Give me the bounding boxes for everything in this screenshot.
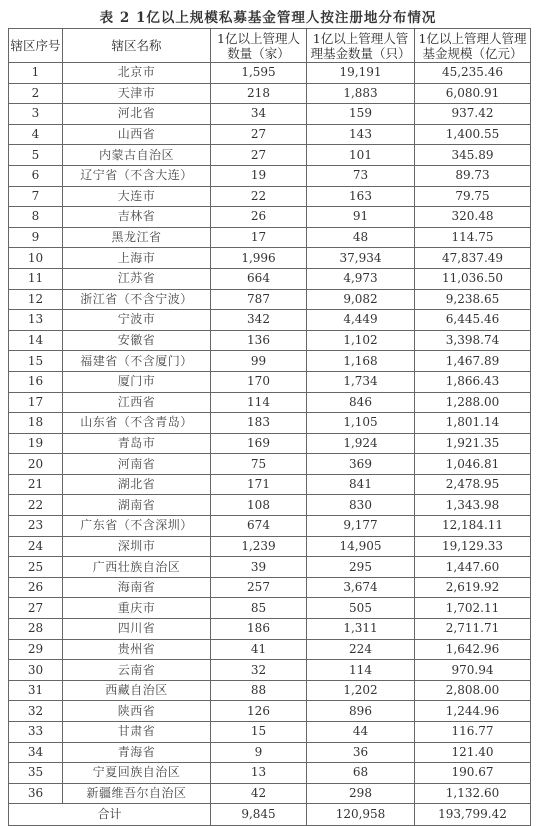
cell-region: 青海省 bbox=[63, 742, 211, 763]
cell-manager-count: 85 bbox=[211, 598, 307, 619]
cell-manager-count: 183 bbox=[211, 413, 307, 434]
cell-seq: 7 bbox=[9, 186, 63, 207]
table-row bbox=[9, 660, 531, 681]
cell-region: 江西省 bbox=[63, 392, 211, 413]
cell-seq: 24 bbox=[9, 536, 63, 557]
cell-fund-scale: 89.73 bbox=[415, 165, 531, 186]
cell-region: 湖北省 bbox=[63, 474, 211, 495]
header-seq: 辖区序号 bbox=[9, 29, 63, 63]
cell-manager-count: 75 bbox=[211, 454, 307, 475]
cell-fund-scale: 1,400.55 bbox=[415, 124, 531, 145]
table-row bbox=[9, 516, 531, 537]
cell-region: 大连市 bbox=[63, 186, 211, 207]
total-funds: 120,958 bbox=[307, 804, 415, 826]
table-row bbox=[9, 289, 531, 310]
cell-seq: 22 bbox=[9, 495, 63, 516]
cell-fund-scale: 1,343.98 bbox=[415, 495, 531, 516]
cell-fund-count: 73 bbox=[307, 165, 415, 186]
cell-region: 海南省 bbox=[63, 577, 211, 598]
cell-fund-scale: 2,808.00 bbox=[415, 680, 531, 701]
cell-fund-scale: 345.89 bbox=[415, 145, 531, 166]
table-row bbox=[9, 577, 531, 598]
cell-manager-count: 15 bbox=[211, 722, 307, 743]
cell-fund-count: 505 bbox=[307, 598, 415, 619]
cell-region: 贵州省 bbox=[63, 639, 211, 660]
cell-fund-scale: 2,619.92 bbox=[415, 577, 531, 598]
table-row bbox=[9, 248, 531, 269]
header-manager-count: 1亿以上管理人数量（家） bbox=[211, 29, 307, 63]
cell-seq: 35 bbox=[9, 763, 63, 784]
cell-seq: 27 bbox=[9, 598, 63, 619]
cell-seq: 3 bbox=[9, 104, 63, 125]
cell-seq: 26 bbox=[9, 577, 63, 598]
cell-manager-count: 108 bbox=[211, 495, 307, 516]
cell-fund-scale: 1,244.96 bbox=[415, 701, 531, 722]
table-row bbox=[9, 124, 531, 145]
cell-manager-count: 34 bbox=[211, 104, 307, 125]
cell-manager-count: 664 bbox=[211, 268, 307, 289]
cell-seq: 30 bbox=[9, 660, 63, 681]
cell-region: 河北省 bbox=[63, 104, 211, 125]
cell-fund-count: 159 bbox=[307, 104, 415, 125]
table-row bbox=[9, 639, 531, 660]
cell-region: 上海市 bbox=[63, 248, 211, 269]
table-row bbox=[9, 701, 531, 722]
cell-seq: 10 bbox=[9, 248, 63, 269]
cell-seq: 16 bbox=[9, 371, 63, 392]
table-row bbox=[9, 145, 531, 166]
cell-fund-scale: 1,866.43 bbox=[415, 371, 531, 392]
cell-manager-count: 1,595 bbox=[211, 63, 307, 84]
cell-fund-scale: 6,445.46 bbox=[415, 310, 531, 331]
cell-fund-count: 3,674 bbox=[307, 577, 415, 598]
table-row bbox=[9, 474, 531, 495]
cell-fund-count: 1,102 bbox=[307, 330, 415, 351]
cell-seq: 9 bbox=[9, 227, 63, 248]
cell-fund-count: 4,449 bbox=[307, 310, 415, 331]
table-row bbox=[9, 104, 531, 125]
cell-manager-count: 42 bbox=[211, 783, 307, 804]
cell-fund-count: 298 bbox=[307, 783, 415, 804]
cell-fund-count: 830 bbox=[307, 495, 415, 516]
cell-fund-scale: 45,235.46 bbox=[415, 63, 531, 84]
cell-fund-scale: 79.75 bbox=[415, 186, 531, 207]
cell-fund-count: 9,082 bbox=[307, 289, 415, 310]
cell-manager-count: 99 bbox=[211, 351, 307, 372]
cell-seq: 11 bbox=[9, 268, 63, 289]
cell-region: 广东省（不含深圳） bbox=[63, 516, 211, 537]
total-scale: 193,799.42 bbox=[415, 804, 531, 826]
cell-fund-scale: 320.48 bbox=[415, 207, 531, 228]
cell-fund-count: 14,905 bbox=[307, 536, 415, 557]
cell-fund-scale: 1,467.89 bbox=[415, 351, 531, 372]
table-title: 表 2 1亿以上规模私募基金管理人按注册地分布情况 bbox=[99, 10, 437, 26]
cell-fund-scale: 6,080.91 bbox=[415, 83, 531, 104]
cell-fund-count: 1,105 bbox=[307, 413, 415, 434]
cell-seq: 20 bbox=[9, 454, 63, 475]
table-row bbox=[9, 680, 531, 701]
cell-fund-scale: 3,398.74 bbox=[415, 330, 531, 351]
header-row bbox=[9, 29, 531, 63]
table-row bbox=[9, 227, 531, 248]
total-label: 合计 bbox=[9, 804, 211, 826]
table-row bbox=[9, 351, 531, 372]
cell-region: 广西壮族自治区 bbox=[63, 557, 211, 578]
cell-fund-scale: 47,837.49 bbox=[415, 248, 531, 269]
cell-region: 河南省 bbox=[63, 454, 211, 475]
cell-manager-count: 126 bbox=[211, 701, 307, 722]
table-row bbox=[9, 619, 531, 640]
cell-fund-scale: 116.77 bbox=[415, 722, 531, 743]
cell-fund-scale: 12,184.11 bbox=[415, 516, 531, 537]
cell-region: 山东省（不含青岛） bbox=[63, 413, 211, 434]
cell-manager-count: 674 bbox=[211, 516, 307, 537]
cell-fund-scale: 1,801.14 bbox=[415, 413, 531, 434]
cell-fund-scale: 2,478.95 bbox=[415, 474, 531, 495]
table-row bbox=[9, 495, 531, 516]
cell-region: 云南省 bbox=[63, 660, 211, 681]
cell-region: 青岛市 bbox=[63, 433, 211, 454]
cell-fund-count: 224 bbox=[307, 639, 415, 660]
cell-manager-count: 1,996 bbox=[211, 248, 307, 269]
cell-manager-count: 169 bbox=[211, 433, 307, 454]
cell-fund-scale: 2,711.71 bbox=[415, 619, 531, 640]
cell-fund-scale: 19,129.33 bbox=[415, 536, 531, 557]
cell-fund-count: 295 bbox=[307, 557, 415, 578]
cell-fund-scale: 1,921.35 bbox=[415, 433, 531, 454]
cell-manager-count: 136 bbox=[211, 330, 307, 351]
cell-seq: 36 bbox=[9, 783, 63, 804]
cell-region: 西藏自治区 bbox=[63, 680, 211, 701]
table-row bbox=[9, 413, 531, 434]
cell-fund-count: 9,177 bbox=[307, 516, 415, 537]
cell-seq: 28 bbox=[9, 619, 63, 640]
table-row bbox=[9, 392, 531, 413]
header-fund-scale: 1亿以上管理人管理基金规模（亿元） bbox=[415, 29, 531, 63]
table-row bbox=[9, 433, 531, 454]
total-row bbox=[9, 804, 531, 826]
table-row bbox=[9, 83, 531, 104]
cell-seq: 25 bbox=[9, 557, 63, 578]
table-body bbox=[9, 63, 531, 804]
cell-fund-count: 4,973 bbox=[307, 268, 415, 289]
cell-seq: 33 bbox=[9, 722, 63, 743]
cell-seq: 15 bbox=[9, 351, 63, 372]
cell-region: 浙江省（不含宁波） bbox=[63, 289, 211, 310]
cell-seq: 12 bbox=[9, 289, 63, 310]
cell-region: 北京市 bbox=[63, 63, 211, 84]
cell-manager-count: 27 bbox=[211, 145, 307, 166]
cell-manager-count: 32 bbox=[211, 660, 307, 681]
cell-seq: 32 bbox=[9, 701, 63, 722]
cell-region: 天津市 bbox=[63, 83, 211, 104]
cell-seq: 29 bbox=[9, 639, 63, 660]
cell-fund-count: 1,734 bbox=[307, 371, 415, 392]
cell-manager-count: 27 bbox=[211, 124, 307, 145]
cell-manager-count: 257 bbox=[211, 577, 307, 598]
cell-region: 福建省（不含厦门） bbox=[63, 351, 211, 372]
table-row bbox=[9, 63, 531, 84]
cell-seq: 19 bbox=[9, 433, 63, 454]
cell-fund-count: 68 bbox=[307, 763, 415, 784]
cell-fund-count: 896 bbox=[307, 701, 415, 722]
cell-region: 陕西省 bbox=[63, 701, 211, 722]
cell-fund-count: 163 bbox=[307, 186, 415, 207]
cell-seq: 5 bbox=[9, 145, 63, 166]
cell-region: 黑龙江省 bbox=[63, 227, 211, 248]
cell-fund-scale: 11,036.50 bbox=[415, 268, 531, 289]
cell-fund-count: 1,311 bbox=[307, 619, 415, 640]
cell-fund-scale: 1,288.00 bbox=[415, 392, 531, 413]
cell-manager-count: 170 bbox=[211, 371, 307, 392]
table-row bbox=[9, 557, 531, 578]
cell-fund-count: 143 bbox=[307, 124, 415, 145]
cell-seq: 13 bbox=[9, 310, 63, 331]
cell-seq: 4 bbox=[9, 124, 63, 145]
table-row bbox=[9, 268, 531, 289]
cell-manager-count: 218 bbox=[211, 83, 307, 104]
cell-fund-scale: 937.42 bbox=[415, 104, 531, 125]
cell-fund-scale: 1,702.11 bbox=[415, 598, 531, 619]
cell-region: 山西省 bbox=[63, 124, 211, 145]
header-fund-count: 1亿以上管理人管理基金数量（只） bbox=[307, 29, 415, 63]
cell-fund-count: 37,934 bbox=[307, 248, 415, 269]
cell-manager-count: 17 bbox=[211, 227, 307, 248]
cell-region: 吉林省 bbox=[63, 207, 211, 228]
cell-seq: 23 bbox=[9, 516, 63, 537]
cell-fund-scale: 1,447.60 bbox=[415, 557, 531, 578]
cell-fund-count: 1,168 bbox=[307, 351, 415, 372]
table-row bbox=[9, 722, 531, 743]
cell-region: 重庆市 bbox=[63, 598, 211, 619]
cell-manager-count: 171 bbox=[211, 474, 307, 495]
cell-fund-scale: 1,046.81 bbox=[415, 454, 531, 475]
cell-fund-scale: 9,238.65 bbox=[415, 289, 531, 310]
cell-fund-count: 19,191 bbox=[307, 63, 415, 84]
cell-seq: 14 bbox=[9, 330, 63, 351]
cell-fund-count: 841 bbox=[307, 474, 415, 495]
cell-manager-count: 1,239 bbox=[211, 536, 307, 557]
cell-region: 辽宁省（不含大连） bbox=[63, 165, 211, 186]
header-region: 辖区名称 bbox=[63, 29, 211, 63]
cell-region: 宁夏回族自治区 bbox=[63, 763, 211, 784]
cell-seq: 6 bbox=[9, 165, 63, 186]
cell-fund-count: 44 bbox=[307, 722, 415, 743]
cell-fund-scale: 970.94 bbox=[415, 660, 531, 681]
cell-seq: 18 bbox=[9, 413, 63, 434]
cell-region: 厦门市 bbox=[63, 371, 211, 392]
cell-fund-scale: 121.40 bbox=[415, 742, 531, 763]
cell-manager-count: 26 bbox=[211, 207, 307, 228]
cell-fund-count: 369 bbox=[307, 454, 415, 475]
table-row bbox=[9, 454, 531, 475]
cell-seq: 34 bbox=[9, 742, 63, 763]
cell-region: 新疆维吾尔自治区 bbox=[63, 783, 211, 804]
cell-seq: 1 bbox=[9, 63, 63, 84]
cell-seq: 8 bbox=[9, 207, 63, 228]
table-row bbox=[9, 371, 531, 392]
cell-region: 安徽省 bbox=[63, 330, 211, 351]
table-row bbox=[9, 742, 531, 763]
table-row bbox=[9, 330, 531, 351]
cell-region: 江苏省 bbox=[63, 268, 211, 289]
cell-region: 宁波市 bbox=[63, 310, 211, 331]
cell-manager-count: 13 bbox=[211, 763, 307, 784]
cell-manager-count: 114 bbox=[211, 392, 307, 413]
table-row bbox=[9, 783, 531, 804]
total-managers: 9,845 bbox=[211, 804, 307, 826]
table-row bbox=[9, 165, 531, 186]
cell-region: 甘肃省 bbox=[63, 722, 211, 743]
cell-seq: 21 bbox=[9, 474, 63, 495]
cell-seq: 17 bbox=[9, 392, 63, 413]
table-row bbox=[9, 598, 531, 619]
cell-region: 湖南省 bbox=[63, 495, 211, 516]
table-row bbox=[9, 310, 531, 331]
cell-fund-scale: 114.75 bbox=[415, 227, 531, 248]
cell-fund-count: 846 bbox=[307, 392, 415, 413]
cell-manager-count: 186 bbox=[211, 619, 307, 640]
cell-region: 深圳市 bbox=[63, 536, 211, 557]
cell-fund-count: 101 bbox=[307, 145, 415, 166]
cell-manager-count: 787 bbox=[211, 289, 307, 310]
cell-fund-count: 48 bbox=[307, 227, 415, 248]
cell-fund-scale: 190.67 bbox=[415, 763, 531, 784]
table-row bbox=[9, 207, 531, 228]
table-row bbox=[9, 186, 531, 207]
cell-seq: 31 bbox=[9, 680, 63, 701]
cell-fund-count: 1,924 bbox=[307, 433, 415, 454]
cell-manager-count: 19 bbox=[211, 165, 307, 186]
cell-fund-count: 36 bbox=[307, 742, 415, 763]
table-row bbox=[9, 536, 531, 557]
distribution-table bbox=[8, 28, 531, 826]
cell-manager-count: 41 bbox=[211, 639, 307, 660]
cell-fund-scale: 1,642.96 bbox=[415, 639, 531, 660]
cell-fund-count: 91 bbox=[307, 207, 415, 228]
cell-seq: 2 bbox=[9, 83, 63, 104]
cell-fund-scale: 1,132.60 bbox=[415, 783, 531, 804]
cell-fund-count: 1,202 bbox=[307, 680, 415, 701]
cell-fund-count: 1,883 bbox=[307, 83, 415, 104]
cell-manager-count: 39 bbox=[211, 557, 307, 578]
cell-manager-count: 9 bbox=[211, 742, 307, 763]
cell-region: 内蒙古自治区 bbox=[63, 145, 211, 166]
cell-region: 四川省 bbox=[63, 619, 211, 640]
cell-fund-count: 114 bbox=[307, 660, 415, 681]
cell-manager-count: 22 bbox=[211, 186, 307, 207]
table-row bbox=[9, 763, 531, 784]
cell-manager-count: 342 bbox=[211, 310, 307, 331]
cell-manager-count: 88 bbox=[211, 680, 307, 701]
